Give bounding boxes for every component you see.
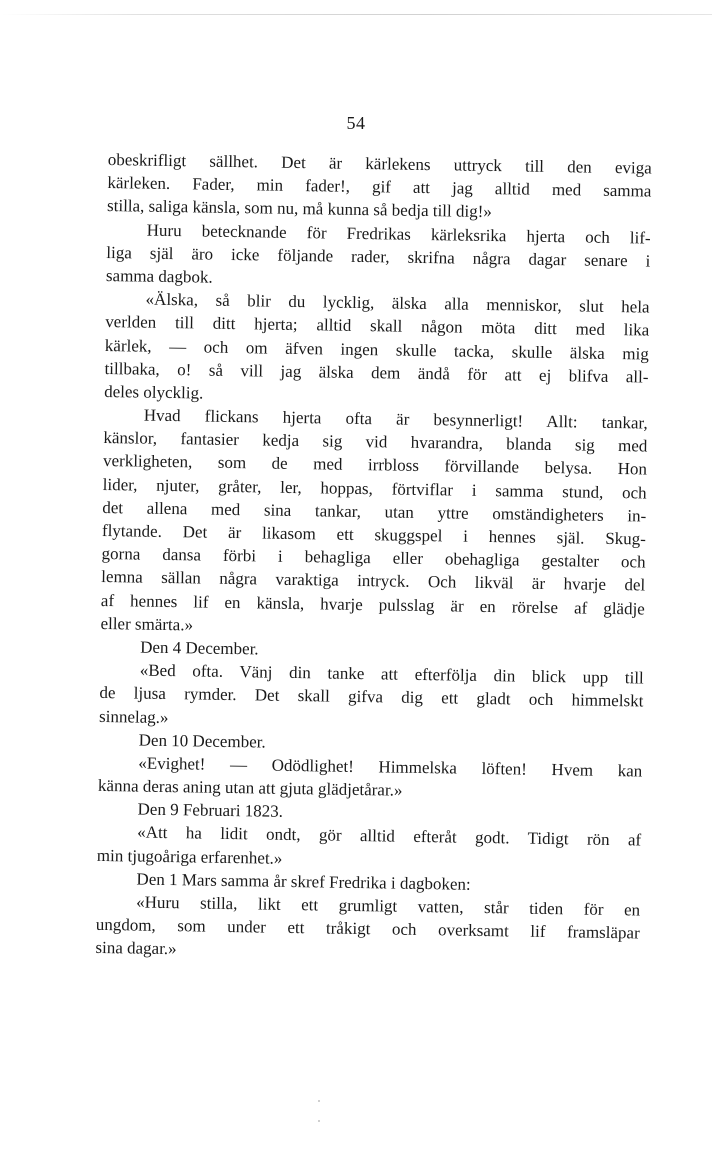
- text-line: kärlek, — och om äfven ingen skulle tacka, skulle älska mig: [104, 335, 649, 364]
- text-line: Den 4 December.: [140, 637, 259, 659]
- text-line: tillbaka, o! så vill jag älska dem ändå för att ej blifva all-: [104, 358, 649, 387]
- text-line: obeskrifligt sällhet. Det är kärlekens uttryck till den eviga: [107, 149, 652, 178]
- text-line: eller smärta.»: [100, 613, 194, 635]
- text-line: känslor, fantasier kedja sig vid hvarandra, blanda sig med: [103, 428, 648, 456]
- scan-top-edge-rule: [0, 14, 712, 15]
- text-line: stilla, saliga känsla, som nu, må kunna så bedja till dig!»: [106, 196, 492, 222]
- text-line: Den 10 December.: [138, 730, 266, 752]
- text-line: ungdom, som under ett tråkigt och overksamt lif framsläpar: [95, 915, 640, 943]
- text-line: «Att ha lidit ondt, gör alltid efteråt godt. Tidigt rön af: [137, 822, 642, 850]
- page-number: 54: [346, 113, 366, 133]
- text-line: «Bed ofta. Vänj din tanke att efterfölja din blick upp till: [139, 660, 644, 688]
- text-line: samma dagbok.: [105, 265, 213, 287]
- text-line: gorna dansa förbi i behagliga eller obehagliga gestalter och: [101, 544, 646, 572]
- text-line: verlden till ditt hjerta; alltid skall någon möta ditt med lika: [105, 312, 650, 340]
- text-line: sina dagar.»: [95, 938, 177, 959]
- text-line: «Älska, så blir du lycklig, älska alla menniskor, slut hela: [145, 289, 650, 317]
- text-line: Hvad flickans hjerta ofta är besynnerligt! Allt: tankar,: [143, 405, 648, 433]
- text-line: Den 1 Mars samma år skref Fredrika i dagboken:: [136, 869, 471, 894]
- text-line: af hennes lif en känsla, hvarje pulsslag är en rörelse af glädje: [100, 590, 645, 619]
- text-line: min tjugoåriga erfarenhet.»: [96, 845, 283, 868]
- text-line: Huru betecknande för Fredrikas kärleksrika hjerta och lif-: [146, 220, 651, 248]
- text-line: det allena med sina tankar, utan yttre omständigheters in-: [102, 497, 647, 526]
- text-line: verkligheten, som de med irrbloss förvillande belysa. Hon: [102, 451, 648, 479]
- text-line: Den 9 Februari 1823.: [137, 799, 284, 822]
- body-text: [95, 148, 652, 968]
- text-line: deles olycklig.: [104, 381, 204, 403]
- text-line: flytande. Det är likasom ett skuggspel i hennes själ. Skug-: [101, 520, 647, 549]
- scan-speck: [318, 1100, 320, 1102]
- text-line: lider, njuter, gråter, ler, hoppas, förtviflar i samma stund, och: [102, 474, 647, 503]
- text-line: sinnelag.»: [98, 706, 169, 727]
- text-line: lemna sällan några varaktiga intryck. Och likväl är hvarje del: [101, 567, 646, 595]
- scan-speck: [318, 1120, 320, 1122]
- text-line: «Huru stilla, likt ett grumligt vatten, står tiden för en: [136, 892, 641, 920]
- text-line: «Evighet! — Odödlighet! Himmelska löften! Hvem kan: [138, 753, 643, 781]
- text-line: känna deras aning utan att gjuta glädjetårar.»: [97, 775, 403, 800]
- text-line: kärleken. Fader, min fader!, gif att jag alltid med samma: [107, 173, 652, 201]
- text-line: liga själ äro icke följande rader, skrifna några dagar senare i: [106, 242, 651, 271]
- text-line: de ljusa rymder. Det skall gifva dig ett gladt och himmelskt: [99, 683, 644, 711]
